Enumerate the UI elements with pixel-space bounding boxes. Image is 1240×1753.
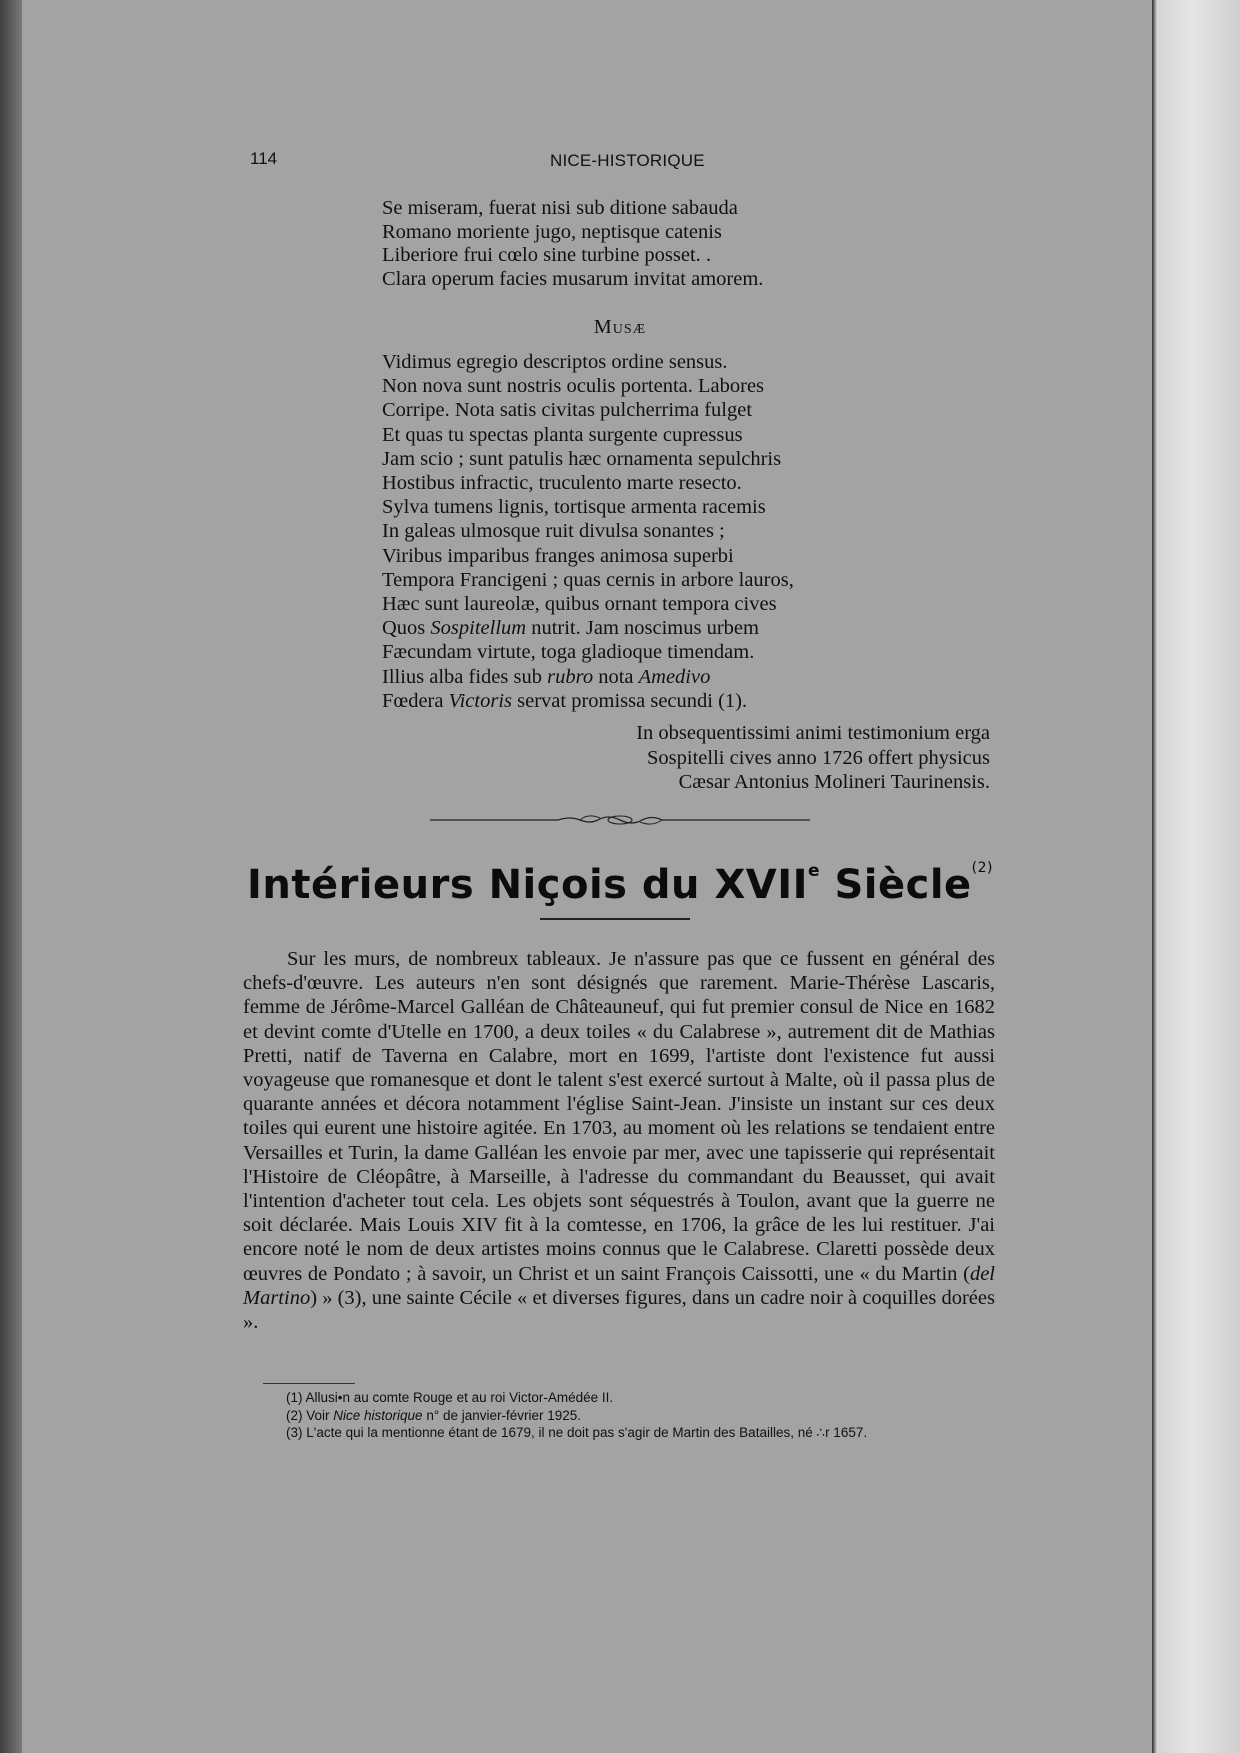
poem-line: [382, 689, 1002, 713]
poem-line: Hæc sunt laureolæ, quibus ornant tempora cives: [382, 593, 777, 616]
poem-italic-text: Amedivo: [638, 665, 711, 688]
poem-line: Jam scio ; sunt patulis hæc ornamenta sepulchris: [382, 447, 782, 470]
title-underline: [540, 918, 690, 920]
dedication-line: Sospitelli cives anno 1726 offert physicus: [647, 746, 990, 769]
body-text: Sur les murs, de nombreux tableaux. Je n'assure pas que ce fussent en général des chefs-d'œuvre. Les auteurs n'en sont désignés que rarement. Marie-Thérèse Lascaris, femme de Jérôme-Marcel Galléan de Châteauneuf, qui fut premier consul de Nice en 1682 et devint comte d'Utelle en 1700, a deux toiles « du Calabrese », autrement dit de Mathias Pretti, natif de Taverna en Calabre, mort en 1699, l'artiste dont l'existence fut aussi voyageuse que romanesque et dont le talent s'est exercé surtout à Malte, où il passa plus de quarante années et décora notamment l'église Saint-Jean. J'insiste un instant sur ces deux toiles qui eurent une histoire agitée. En 1703, au moment où les relations se tendaient entre Versailles et Turin, la dame Galléan les envoie par mer, avec une tapisserie qui représentait l'Histoire de Cléopâtre, à Marseille, à l'adresse du commandant du Beausset, qui avait l'intention d'acheter tout cela. Les objets sont séquestrés à Toulon, avant que la guerre ne soit déclarée. Mais Louis XIV fit à la comtesse, en 1706, la grâce de les lui restituer. J'ai encore noté le nom de deux artistes moins connus que le Calabrese. Claretti possède deux œuvres de Pondato ; à savoir, un Christ et un saint François Caissotti, une « du Martin (: [243, 948, 995, 1285]
poem-line: [382, 665, 1002, 689]
body-text: ) » (3), une sainte Cécile « et diverses figures, dans un cadre noir à coquilles dorées ».: [243, 1286, 995, 1334]
page-number: 114: [250, 149, 278, 168]
journal-title: NICE-HISTORIQUE: [550, 151, 705, 170]
poem-line: Non nova sunt nostris oculis portenta. Labores: [382, 375, 765, 398]
poem-line: [382, 616, 1002, 640]
poem-text: Illius alba fides sub: [382, 665, 548, 688]
poem-line: In galeas ulmosque ruit divulsa sonantes ;: [382, 520, 725, 543]
poem-italic-text: Victoris: [448, 689, 513, 712]
title-text: Siècle: [820, 862, 972, 908]
poem-line: Se miseram, fuerat nisi sub ditione sabauda: [382, 197, 738, 219]
footnote-2: [243, 1407, 995, 1425]
footnotes: [243, 1389, 995, 1442]
poem-line: Romano moriente jugo, neptisque catenis: [382, 220, 722, 243]
title-footnote-ref: (2): [971, 860, 994, 876]
poem-text: Quos: [382, 617, 431, 640]
poem-line: Et quas tu spectas planta surgente cupressus: [382, 423, 743, 446]
footnote-3: (3) L'acte qui la mentionne étant de 1679, il ne doit pas s'agir de Martin des Batailles, né ∴r 1657.: [286, 1425, 868, 1440]
poem-text: nota: [593, 665, 639, 688]
poem-intro: [382, 197, 982, 291]
musae-heading: Musæ: [593, 316, 647, 338]
poem-line: Hostibus infractic, truculento marte resecto.: [382, 472, 742, 495]
footnote-text: n° de janvier-février 1925.: [422, 1407, 582, 1423]
poem-line: Corripe. Nota satis civitas pulcherrima fulget: [382, 399, 753, 422]
poem-text: servat promissa secundi (1).: [512, 689, 748, 712]
dedication-line: Cæsar Antonius Molineri Taurinensis.: [678, 771, 990, 793]
article-title: [0, 860, 1240, 908]
poem-line: Fæcundam virtute, toga gladioque timendam.: [382, 641, 755, 664]
title-text: Intérieurs Niçois du XVII: [246, 862, 809, 908]
poem-line: Sylva tumens lignis, tortisque armenta racemis: [382, 496, 766, 519]
article-body: [243, 947, 995, 1334]
running-head: [250, 149, 1150, 173]
poem-italic-text: rubro: [547, 665, 594, 688]
footnote-rule: [263, 1383, 355, 1384]
poem-line: Tempora Francigeni ; quas cernis in arbore lauros,: [382, 568, 794, 591]
footnote-italic-text: Nice historique: [333, 1407, 423, 1423]
poem-text: nutrit. Jam noscimus urbem: [526, 617, 759, 640]
poem-musae: [382, 350, 1002, 713]
poem-text: Fœdera: [382, 689, 449, 712]
footnote-1: (1) Allusi•n au comte Rouge et au roi Victor-Amédée II.: [286, 1390, 614, 1405]
footnote-text: (2) Voir: [286, 1407, 334, 1423]
poem-line: Liberiore frui cœlo sine turbine posset. .: [382, 244, 712, 267]
poem-line: Vidimus egregio descriptos ordine sensus.: [382, 351, 728, 373]
poem-line: Clara operum facies musarum invitat amorem.: [382, 267, 764, 290]
ornament-divider-icon: [430, 812, 810, 828]
poem-line: Viribus imparibus franges animosa superbi: [382, 544, 734, 567]
body-italic-text: del Martino: [243, 1262, 995, 1309]
dedication: [590, 721, 990, 795]
title-superscript: e: [808, 861, 821, 881]
poem-italic-text: Sospitellum: [430, 617, 527, 640]
dedication-line: In obsequentissimi animi testimonium erga: [636, 722, 990, 744]
